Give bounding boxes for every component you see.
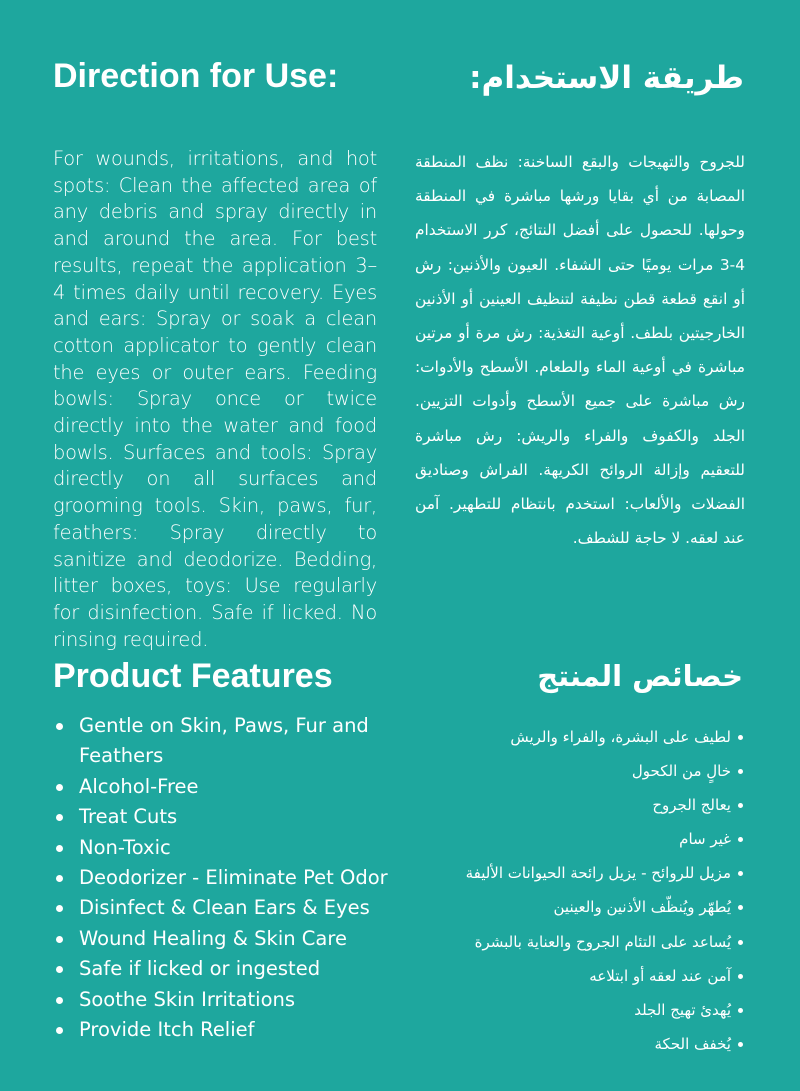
feature-item-en: Provide Itch Relief <box>53 1015 393 1045</box>
feature-item-en: Alcohol-Free <box>53 772 393 802</box>
directions-body-ar: للجروح والتهيجات والبقع الساخنة: نظف المنطقة المصابة من أي بقايا ورشها مباشرة في المنطقة وحولها. للحصول على أفضل النتائج، كرر الاستخدام 4-3 مرات يوميًا حتى الشفاء. العيون والأذنين: رش أو انقع قطعة قطن نظيفة لتنظيف العينين أو الأذنين الخارجيتين بلطف. أوعية التغذية: رش مرة أو مرتين مباشرة في أوعية الماء والطعام. الأسطح والأدوات: رش مباشرة على جميع الأسطح وأدوات التزيين. الجلد والكفوف والفراء والريش: رش مباشرة للتعقيم وإزالة الروائح الكريهة. الفراش وصناديق الفضلات والألعاب: استخدم بانتظام للتطهير. آمن عند لعقه. لا حاجة للشطف. <box>415 153 745 548</box>
feature-item-ar: لطيف على البشرة، والفراء والريش <box>385 720 745 754</box>
features-list-en <box>53 711 393 1045</box>
feature-item-en: Deodorizer - Eliminate Pet Odor <box>53 863 393 893</box>
feature-item-ar: يُطهّر ويُنظّف الأذنين والعينين <box>385 890 745 924</box>
feature-item-ar: مزيل للروائح - يزيل رائحة الحيوانات الأليفة <box>385 856 745 890</box>
directions-title-en: Direction for Use: <box>53 57 339 95</box>
feature-item-ar: يُساعد على التئام الجروح والعناية بالبشرة <box>385 925 745 959</box>
feature-item-ar: يُخفف الحكة <box>385 1027 745 1061</box>
feature-item-en: Disinfect & Clean Ears & Eyes <box>53 893 393 923</box>
feature-item-ar: يعالج الجروح <box>385 788 745 822</box>
feature-item-en: Gentle on Skin, Paws, Fur and Feathers <box>53 711 393 772</box>
features-list-ar <box>385 720 745 1061</box>
feature-item-ar: غير سام <box>385 822 745 856</box>
directions-title-ar: طريقة الاستخدام: <box>469 60 744 96</box>
feature-item-ar: آمن عند لعقه أو ابتلاعه <box>385 959 745 993</box>
feature-item-en: Treat Cuts <box>53 802 393 832</box>
feature-item-ar: يُهدئ تهيج الجلد <box>385 993 745 1027</box>
feature-item-en: Safe if licked or ingested <box>53 954 393 984</box>
features-title-ar: خصائص المنتج <box>537 659 743 693</box>
directions-body-en: For wounds, irritations, and hot spots: Clean the affected area of any debris and spray directly in and around the area. For best results, repeat the application 3–4 times daily until recovery. Eyes and ears: Spray or soak a clean cotton applicator to gently clean the eyes or outer ears. Feeding bowls: Spray once or twice directly into the water and food bowls. Surfaces and tools: Spray directly on all surfaces and grooming tools. Skin, paws, fur, feathers: Spray directly to sanitize and deodorize. Bedding, litter boxes, toys: Use regularly for disinfection. Safe if licked. No rinsing required. <box>53 147 377 651</box>
features-title-en: Product Features <box>53 657 333 695</box>
feature-item-en: Soothe Skin Irritations <box>53 985 393 1015</box>
feature-item-ar: خالٍ من الكحول <box>385 754 745 788</box>
feature-item-en: Wound Healing & Skin Care <box>53 924 393 954</box>
feature-item-en: Non-Toxic <box>53 833 393 863</box>
